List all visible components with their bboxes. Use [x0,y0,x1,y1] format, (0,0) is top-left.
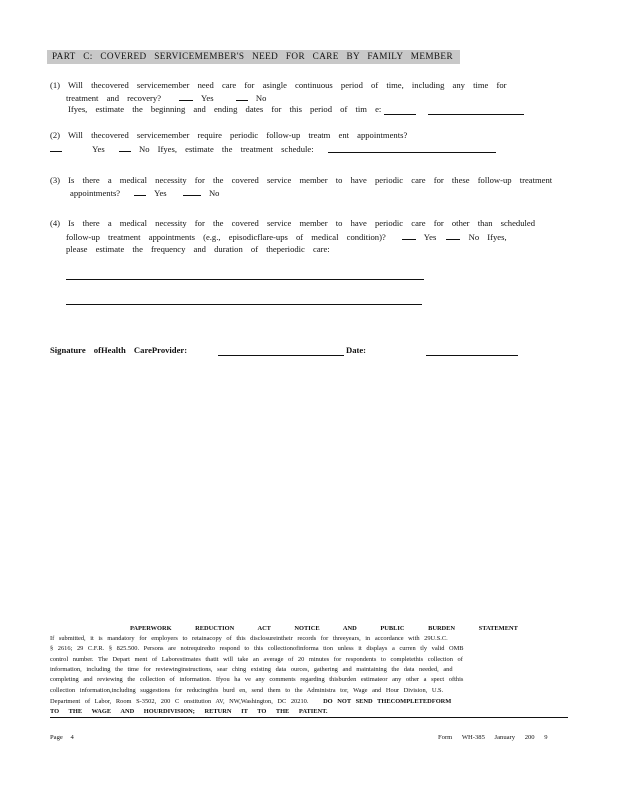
q1-yes-label: Yes [201,93,214,103]
q2-no-blank[interactable] [119,143,131,152]
q4-text-line3: please estimate the frequency and duration of theperiodic care: [66,244,330,254]
q4-ifyes-label: Ifyes, [487,232,507,242]
q4-no-label: No [468,232,480,242]
form-number: Form WH-385 January 200 9 [438,734,548,741]
date-line[interactable] [426,355,518,356]
q4-text-line1: (4) Is there a medical necessity for the covered service member to have periodic care for other than scheduled [50,218,535,228]
q1-text-line3: Ifyes, estimate the beginning and ending dates for this period of tim e: [68,104,382,114]
paperwork-line-1: If submitted, it is mandatory for employers to retainacopy of this disclosureintheir records for threeyears, in accordance with 29U.S.C. [50,635,448,642]
q3-text-line1: (3) Is there a medical necessity for the covered service member to have periodic care for these follow-up treatment [50,175,553,185]
paperwork-line-2: § 2616; 29 C.F.R. § 825.500. Persons are notrequiredto respond to this collectionofinforma tion unless it displays a curren tly valid OMB [50,645,464,652]
q4-answer-line-1[interactable] [66,279,424,280]
q3-yes-label: Yes [154,188,167,198]
q1-yes-blank[interactable] [179,92,193,101]
footer-rule [50,717,568,718]
q2-line2 [50,143,314,155]
signature-line[interactable] [218,355,344,356]
q4-yes-label: Yes [423,232,437,242]
q4-no-blank[interactable] [446,231,460,240]
q4-yes-blank[interactable] [402,231,416,240]
paperwork-line-7 [50,698,451,706]
section-header [47,50,460,64]
q1-end-date-line[interactable] [428,114,524,115]
paperwork-line-7-text: Department of Labor, Room S-3502, 200 C onstitution AV, NW,Washington, DC 20210. [50,698,309,705]
paperwork-line-6: collection information,including suggestions for reducingthis burd en, send them to the Administra tor, Wage and Hour Division, U.S. [50,687,444,694]
q4-answer-line-2[interactable] [66,304,422,305]
q3-line2 [70,187,219,199]
q2-yes-blank[interactable] [50,143,62,152]
date-label: Date: [346,345,367,355]
q1-begin-date-line[interactable] [384,114,416,115]
q3-yes-blank[interactable] [134,187,146,196]
page-number: Page 4 [50,734,74,741]
section-header-text: PART C: COVERED SERVICEMEMBER'S NEED FOR CARE BY FAMILY MEMBER [52,51,453,61]
q2-text-line1: (2) Will thecovered servicemember require periodic follow-up treatm ent appointments? [50,130,408,140]
q4-text-line2: follow-up treatment appointments (e.g., episodicflare-ups of medical condition)? [66,232,386,242]
paperwork-title: PAPERWORK REDUCTION ACT NOTICE AND PUBLIC BURDEN STATEMENT [130,625,518,632]
q3-no-blank[interactable] [183,187,201,196]
q1-line2 [66,92,266,104]
q4-line2 [66,231,507,243]
paperwork-line-3: control number. The Depart ment of Laborestimates thatit will take an average of 20 minutes for respondents to completethis collection of [50,656,463,663]
q1-no-label: No [255,93,267,103]
q1-text-line1: (1) Will thecovered servicemember need care for asingle continuous period of time, including any time for [50,80,507,90]
q2-schedule-line[interactable] [328,152,496,153]
q1-text-line2: treatment and recovery? [66,93,162,103]
q3-no-label: No [208,188,220,198]
q2-text-line2: Ifyes, estimate the treatment schedule: [157,144,314,154]
signature-label: Signature ofHealth CareProvider: [50,345,188,355]
paperwork-line-5: completing and reviewing the collection of information. Ifyou ha ve any comments regarding thisburden estimateor any other a spect ofthis [50,676,464,683]
q1-no-blank[interactable] [236,92,248,101]
do-not-send-notice: DO NOT SEND THECOMPLETEDFORM [323,698,452,705]
return-to-patient-notice: TO THE WAGE AND HOURDIVISION; RETURN IT TO THE PATIENT. [50,708,328,715]
q3-text-line2: appointments? [70,188,121,198]
paperwork-line-4: information, including the time for reviewinginstructions, sear ching existing data ources, gathering and maintaining the data needed, and [50,666,453,673]
q2-yes-label: Yes [92,144,105,154]
q1-line3 [68,104,381,115]
q2-no-label: No [138,144,150,154]
